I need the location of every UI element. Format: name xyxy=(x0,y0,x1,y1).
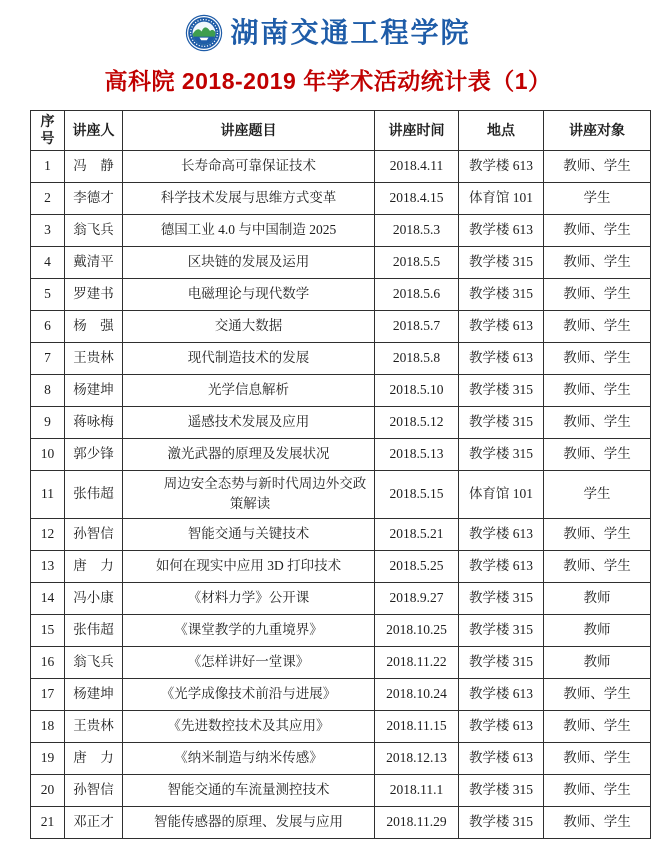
cell-place: 教学楼 613 xyxy=(459,342,544,374)
cell-place: 教学楼 613 xyxy=(459,550,544,582)
cell-title: 《纳米制造与纳米传感》 xyxy=(123,742,375,774)
cell-time: 2018.5.15 xyxy=(375,470,459,518)
table-row xyxy=(31,742,651,774)
cell-no: 14 xyxy=(31,582,65,614)
table-row xyxy=(31,470,651,518)
school-logo xyxy=(0,12,656,54)
table-row xyxy=(31,278,651,310)
table-row xyxy=(31,246,651,278)
cell-place: 教学楼 315 xyxy=(459,374,544,406)
cell-audience: 学生 xyxy=(544,182,651,214)
cell-time: 2018.5.13 xyxy=(375,438,459,470)
cell-title: 智能传感器的原理、发展与应用 xyxy=(123,806,375,838)
page-title: 高科院 2018-2019 年学术活动统计表（1） xyxy=(104,68,552,94)
cell-place: 教学楼 315 xyxy=(459,278,544,310)
cell-place: 教学楼 315 xyxy=(459,438,544,470)
cell-no: 10 xyxy=(31,438,65,470)
cell-place: 教学楼 315 xyxy=(459,774,544,806)
cell-no: 3 xyxy=(31,214,65,246)
cell-time: 2018.10.24 xyxy=(375,678,459,710)
table-row xyxy=(31,182,651,214)
cell-title: 《怎样讲好一堂课》 xyxy=(123,646,375,678)
cell-place: 教学楼 315 xyxy=(459,246,544,278)
cell-place: 教学楼 315 xyxy=(459,806,544,838)
cell-no: 12 xyxy=(31,518,65,550)
cell-audience: 教师、学生 xyxy=(544,742,651,774)
cell-audience: 教师、学生 xyxy=(544,342,651,374)
cell-time: 2018.12.13 xyxy=(375,742,459,774)
cell-time: 2018.11.1 xyxy=(375,774,459,806)
column-header-place: 地点 xyxy=(459,110,544,150)
cell-place: 教学楼 613 xyxy=(459,214,544,246)
cell-speaker: 冯小康 xyxy=(65,582,123,614)
cell-no: 21 xyxy=(31,806,65,838)
cell-time: 2018.5.25 xyxy=(375,550,459,582)
cell-place: 教学楼 315 xyxy=(459,582,544,614)
table-row xyxy=(31,438,651,470)
cell-time: 2018.5.7 xyxy=(375,310,459,342)
cell-speaker: 罗建书 xyxy=(65,278,123,310)
school-name: 湖南交通工程学院 xyxy=(230,16,471,49)
column-header-no: 序号 xyxy=(31,110,65,150)
table-row xyxy=(31,806,651,838)
cell-no: 8 xyxy=(31,374,65,406)
cell-place: 教学楼 315 xyxy=(459,406,544,438)
cell-time: 2018.5.5 xyxy=(375,246,459,278)
cell-time: 2018.9.27 xyxy=(375,582,459,614)
cell-title: 周边安全态势与新时代周边外交政策解读 xyxy=(123,470,375,518)
cell-time: 2018.5.12 xyxy=(375,406,459,438)
cell-speaker: 邓正才 xyxy=(65,806,123,838)
column-header-time: 讲座时间 xyxy=(375,110,459,150)
table-row xyxy=(31,214,651,246)
cell-no: 6 xyxy=(31,310,65,342)
cell-no: 11 xyxy=(31,470,65,518)
cell-title: 交通大数据 xyxy=(123,310,375,342)
table-row xyxy=(31,710,651,742)
cell-no: 2 xyxy=(31,182,65,214)
cell-audience: 教师 xyxy=(544,646,651,678)
cell-speaker: 蒋咏梅 xyxy=(65,406,123,438)
cell-no: 5 xyxy=(31,278,65,310)
cell-no: 9 xyxy=(31,406,65,438)
cell-speaker: 王贵林 xyxy=(65,710,123,742)
column-header-title: 讲座题目 xyxy=(123,110,375,150)
cell-no: 19 xyxy=(31,742,65,774)
cell-audience: 教师、学生 xyxy=(544,518,651,550)
cell-audience: 教师、学生 xyxy=(544,406,651,438)
cell-speaker: 孙智信 xyxy=(65,518,123,550)
cell-place: 体育馆 101 xyxy=(459,470,544,518)
cell-no: 18 xyxy=(31,710,65,742)
cell-time: 2018.4.15 xyxy=(375,182,459,214)
cell-title: 遥感技术发展及应用 xyxy=(123,406,375,438)
cell-audience: 教师、学生 xyxy=(544,806,651,838)
table-row xyxy=(31,774,651,806)
cell-speaker: 张伟超 xyxy=(65,614,123,646)
cell-time: 2018.4.11 xyxy=(375,150,459,182)
cell-time: 2018.5.3 xyxy=(375,214,459,246)
cell-no: 17 xyxy=(31,678,65,710)
cell-title: 《课堂教学的九重境界》 xyxy=(123,614,375,646)
cell-place: 教学楼 315 xyxy=(459,614,544,646)
cell-audience: 教师、学生 xyxy=(544,214,651,246)
cell-speaker: 王贵林 xyxy=(65,342,123,374)
cell-place: 体育馆 101 xyxy=(459,182,544,214)
cell-speaker: 唐 力 xyxy=(65,550,123,582)
cell-title: 《光学成像技术前沿与进展》 xyxy=(123,678,375,710)
table-row xyxy=(31,518,651,550)
cell-title: 长寿命高可靠保证技术 xyxy=(123,150,375,182)
cell-title: 《材料力学》公开课 xyxy=(123,582,375,614)
column-header-speaker: 讲座人 xyxy=(65,110,123,150)
cell-time: 2018.5.6 xyxy=(375,278,459,310)
cell-speaker: 杨建坤 xyxy=(65,374,123,406)
lecture-table-body xyxy=(31,150,651,838)
cell-place: 教学楼 613 xyxy=(459,710,544,742)
cell-speaker: 杨建坤 xyxy=(65,678,123,710)
cell-place: 教学楼 613 xyxy=(459,150,544,182)
cell-title: 如何在现实中应用 3D 打印技术 xyxy=(123,550,375,582)
table-row xyxy=(31,646,651,678)
cell-speaker: 翁飞兵 xyxy=(65,214,123,246)
table-row xyxy=(31,310,651,342)
cell-audience: 教师 xyxy=(544,614,651,646)
cell-time: 2018.5.10 xyxy=(375,374,459,406)
table-header-row xyxy=(31,110,651,150)
cell-audience: 教师、学生 xyxy=(544,550,651,582)
cell-title: 激光武器的原理及发展状况 xyxy=(123,438,375,470)
cell-no: 13 xyxy=(31,550,65,582)
cell-audience: 教师、学生 xyxy=(544,150,651,182)
cell-time: 2018.11.29 xyxy=(375,806,459,838)
cell-speaker: 李德才 xyxy=(65,182,123,214)
cell-no: 4 xyxy=(31,246,65,278)
cell-audience: 教师、学生 xyxy=(544,374,651,406)
cell-no: 15 xyxy=(31,614,65,646)
document-header xyxy=(0,0,656,97)
cell-time: 2018.5.21 xyxy=(375,518,459,550)
cell-speaker: 郭少锋 xyxy=(65,438,123,470)
cell-speaker: 孙智信 xyxy=(65,774,123,806)
cell-time: 2018.11.15 xyxy=(375,710,459,742)
cell-title: 德国工业 4.0 与中国制造 2025 xyxy=(123,214,375,246)
cell-speaker: 冯 静 xyxy=(65,150,123,182)
cell-title: 光学信息解析 xyxy=(123,374,375,406)
cell-title: 电磁理论与现代数学 xyxy=(123,278,375,310)
cell-audience: 教师 xyxy=(544,582,651,614)
cell-speaker: 张伟超 xyxy=(65,470,123,518)
column-header-audience: 讲座对象 xyxy=(544,110,651,150)
cell-place: 教学楼 613 xyxy=(459,518,544,550)
table-row xyxy=(31,614,651,646)
cell-place: 教学楼 315 xyxy=(459,646,544,678)
cell-time: 2018.10.25 xyxy=(375,614,459,646)
cell-audience: 教师、学生 xyxy=(544,310,651,342)
cell-audience: 教师、学生 xyxy=(544,774,651,806)
cell-audience: 教师、学生 xyxy=(544,438,651,470)
cell-speaker: 唐 力 xyxy=(65,742,123,774)
cell-place: 教学楼 613 xyxy=(459,678,544,710)
cell-place: 教学楼 613 xyxy=(459,742,544,774)
table-row xyxy=(31,550,651,582)
cell-audience: 教师、学生 xyxy=(544,678,651,710)
cell-no: 20 xyxy=(31,774,65,806)
table-row xyxy=(31,582,651,614)
cell-audience: 教师、学生 xyxy=(544,710,651,742)
table-row xyxy=(31,678,651,710)
cell-title: 区块链的发展及运用 xyxy=(123,246,375,278)
cell-no: 7 xyxy=(31,342,65,374)
cell-title: 科学技术发展与思维方式变革 xyxy=(123,182,375,214)
school-emblem-icon xyxy=(185,14,223,52)
cell-no: 1 xyxy=(31,150,65,182)
cell-audience: 教师、学生 xyxy=(544,278,651,310)
table-row xyxy=(31,342,651,374)
cell-speaker: 戴清平 xyxy=(65,246,123,278)
lecture-stats-table xyxy=(30,110,651,839)
cell-time: 2018.5.8 xyxy=(375,342,459,374)
cell-speaker: 翁飞兵 xyxy=(65,646,123,678)
table-row xyxy=(31,406,651,438)
cell-no: 16 xyxy=(31,646,65,678)
cell-speaker: 杨 强 xyxy=(65,310,123,342)
cell-audience: 教师、学生 xyxy=(544,246,651,278)
cell-title: 智能交通与关键技术 xyxy=(123,518,375,550)
cell-title: 智能交通的车流量测控技术 xyxy=(123,774,375,806)
cell-audience: 学生 xyxy=(544,470,651,518)
table-row xyxy=(31,150,651,182)
cell-title: 现代制造技术的发展 xyxy=(123,342,375,374)
cell-time: 2018.11.22 xyxy=(375,646,459,678)
table-row xyxy=(31,374,651,406)
cell-place: 教学楼 613 xyxy=(459,310,544,342)
cell-title: 《先进数控技术及其应用》 xyxy=(123,710,375,742)
